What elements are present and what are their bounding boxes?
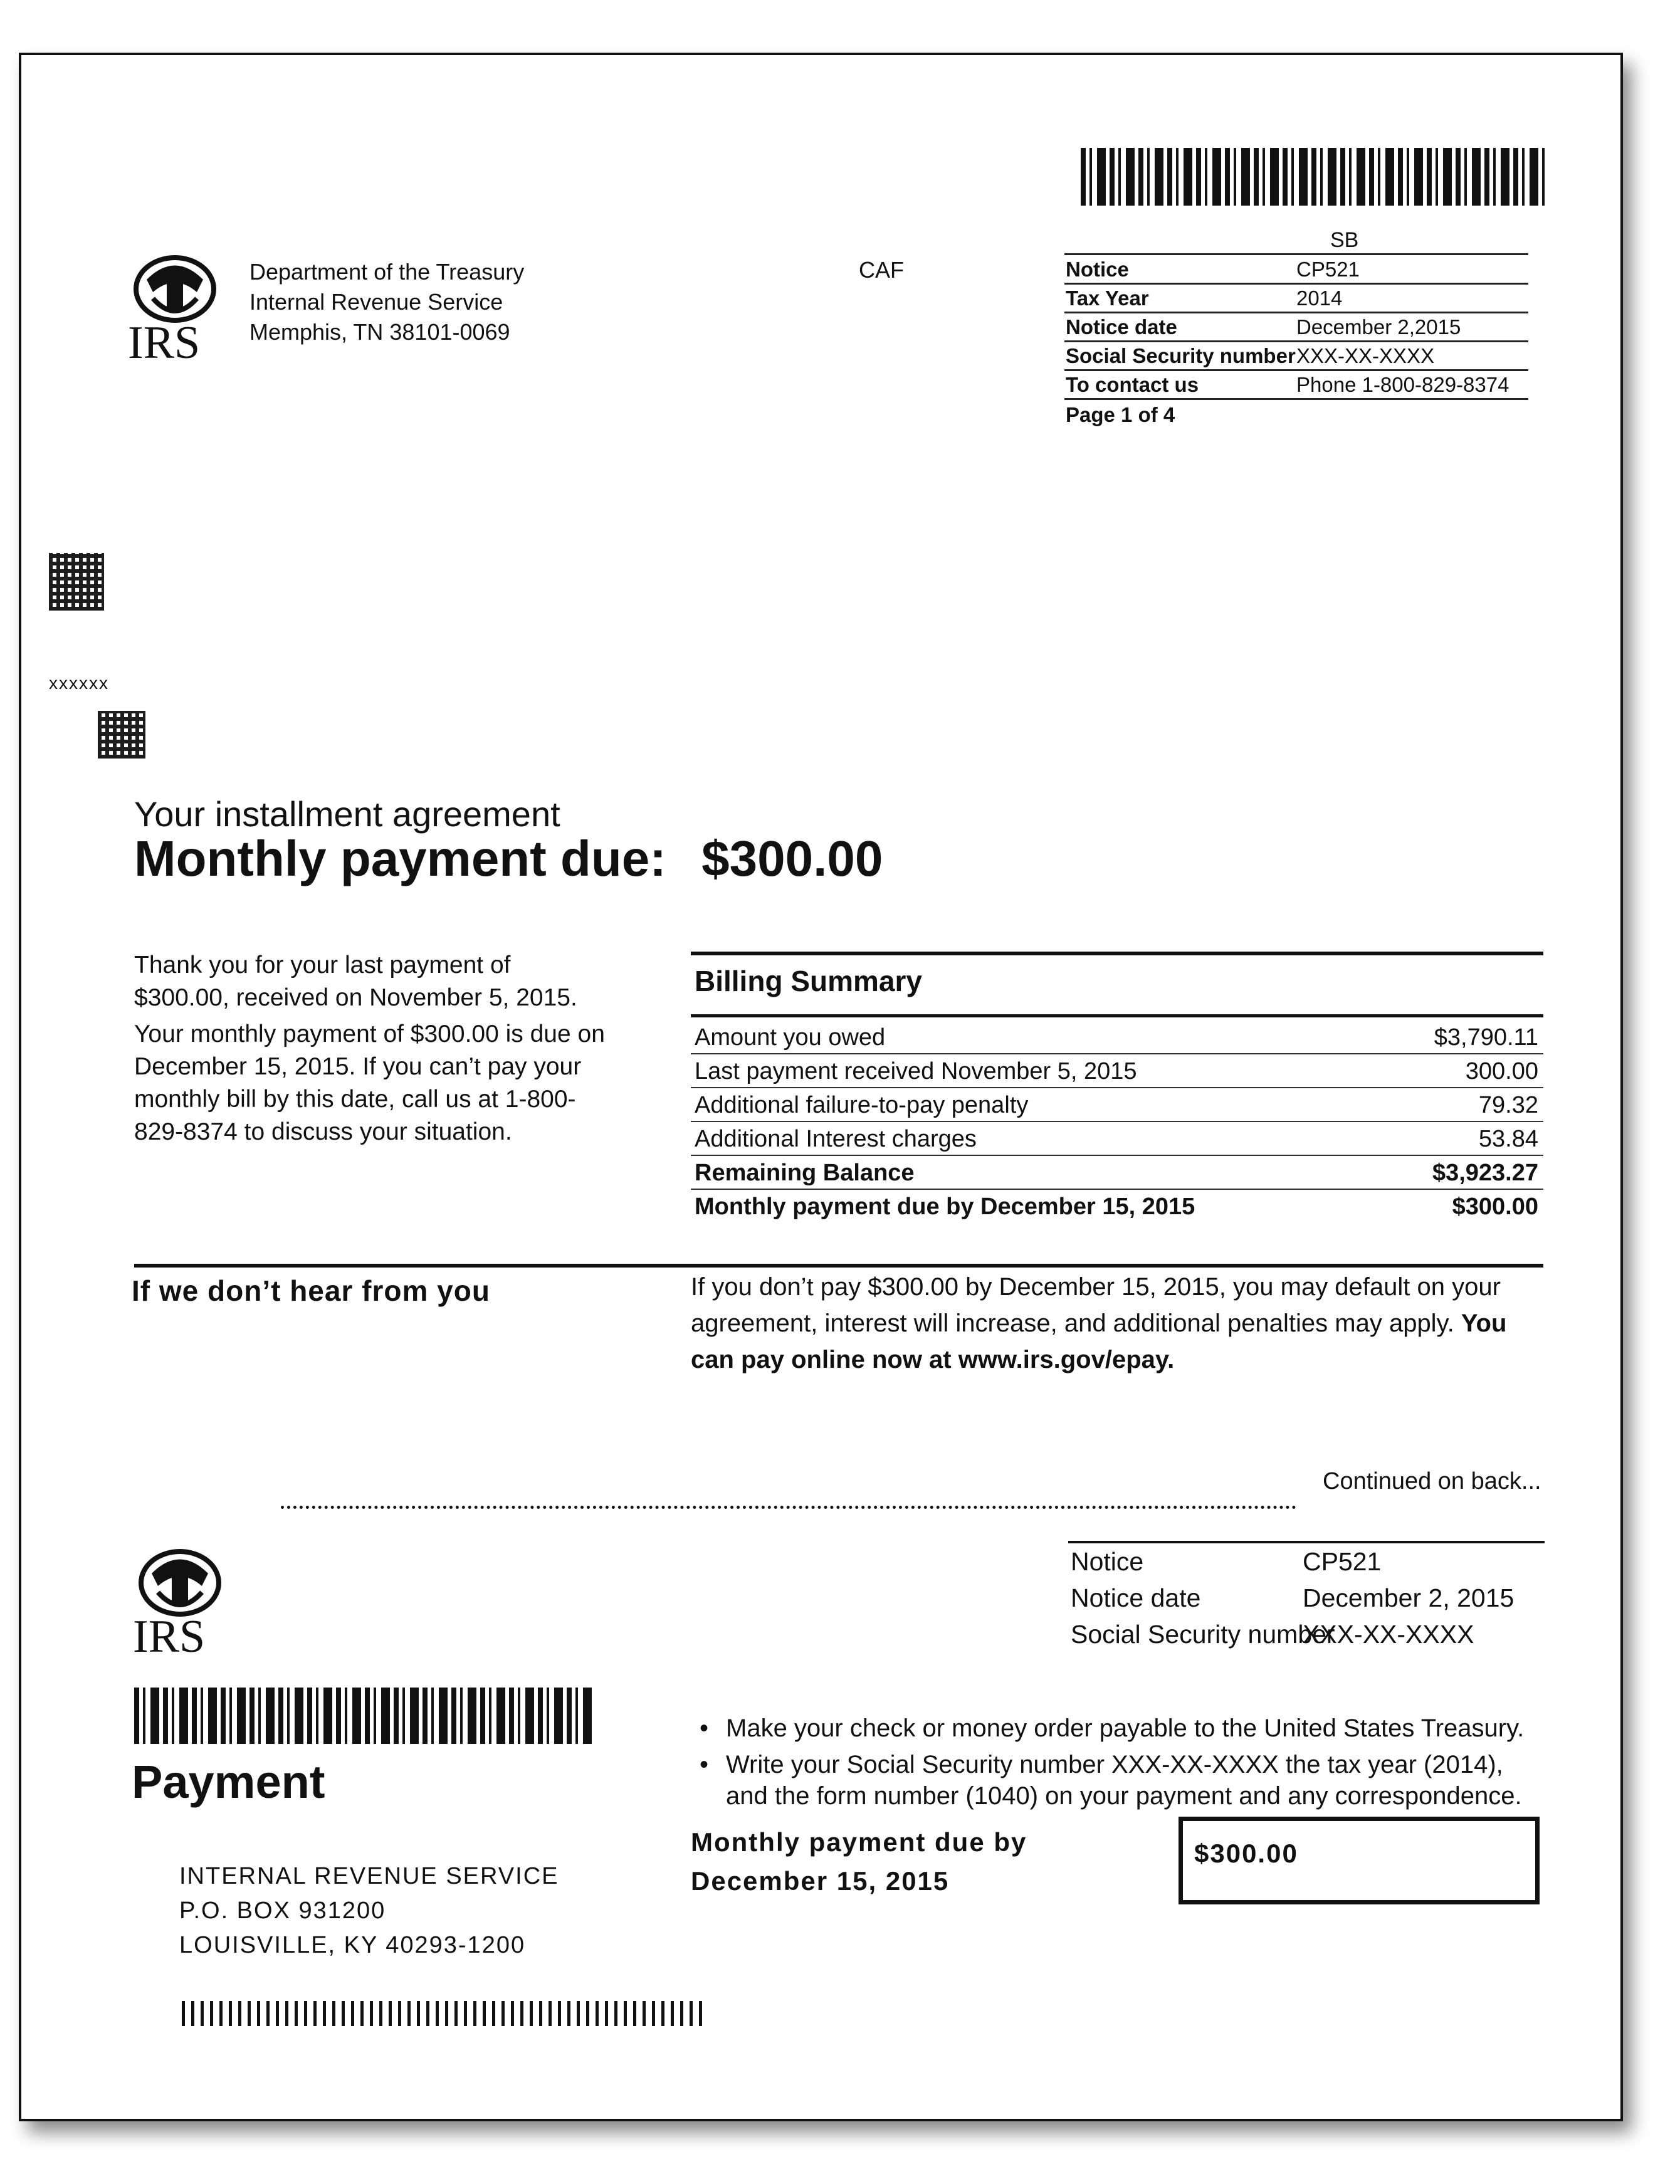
notice-table xyxy=(1064,253,1528,437)
instruction-text: Make your check or money order payable to the United States Treasury. xyxy=(726,1714,1525,1742)
monthly-payment-heading xyxy=(134,830,883,888)
bullet-dot-icon: • xyxy=(700,1714,709,1742)
stub-due-label xyxy=(691,1823,1027,1901)
stub-notice-table xyxy=(1068,1541,1545,1662)
notice-label: Notice xyxy=(1066,258,1129,281)
monthly-due-value: $300.00 xyxy=(1452,1194,1538,1220)
stub-date-label: Notice date xyxy=(1071,1583,1201,1612)
payment-title: Payment xyxy=(132,1756,325,1808)
no-response-heading: If we don’t hear from you xyxy=(132,1274,490,1307)
remaining-balance-label: Remaining Balance xyxy=(695,1160,915,1186)
intro-para-1: Thank you for your last payment of $300.00, received on November 5, 2015. xyxy=(134,952,577,1011)
section-rule xyxy=(134,1264,1543,1268)
tax-year-value: 2014 xyxy=(1296,286,1343,310)
agency-address xyxy=(249,257,524,347)
bullet-dot-icon: • xyxy=(700,1751,709,1778)
amount-enclosed-box[interactable] xyxy=(1179,1817,1540,1904)
billing-row-value: 53.84 xyxy=(1478,1126,1538,1152)
pay-online-link[interactable]: You can pay online now at www.irs.gov/epay. xyxy=(691,1310,1507,1373)
billing-row-value: $3,790.11 xyxy=(1434,1024,1538,1051)
address-line-1: INTERNAL REVENUE SERVICE xyxy=(179,1863,559,1889)
heading-amount: $300.00 xyxy=(701,831,883,886)
billing-table xyxy=(691,1021,1543,1227)
irs-logo xyxy=(128,255,222,367)
billing-row-label: Amount you owed xyxy=(695,1024,886,1051)
address-line-2: P.O. BOX 931200 xyxy=(179,1898,386,1924)
ssn-value: XXX-XX-XXXX xyxy=(1296,344,1435,367)
stub-notice-label: Notice xyxy=(1071,1547,1144,1576)
notice-date-row xyxy=(1064,313,1528,342)
stub-irs-logo-text: IRS xyxy=(133,1611,206,1662)
contact-value: Phone 1-800-829-8374 xyxy=(1296,373,1509,396)
monthly-due-label: Monthly payment due by December 15, 2015 xyxy=(695,1194,1195,1220)
heading-label: Monthly payment due: xyxy=(134,831,666,886)
2d-barcode-2 xyxy=(98,711,145,759)
notice-page xyxy=(19,53,1623,2121)
tax-year-row xyxy=(1064,284,1528,313)
ssn-row xyxy=(1064,342,1528,371)
2d-barcode-1 xyxy=(49,553,104,611)
installment-subtitle: Your installment agreement xyxy=(134,794,560,834)
billing-row-label: Last payment received November 5, 2015 xyxy=(695,1058,1137,1084)
monthly-due-row xyxy=(691,1190,1543,1222)
billing-title-rule xyxy=(691,1014,1543,1017)
billing-row xyxy=(691,1021,1543,1054)
notice-date-value: December 2,2015 xyxy=(1296,315,1461,339)
instruction-bullet xyxy=(700,1749,1541,1812)
contact-row xyxy=(1064,370,1528,400)
billing-row-label: Additional failure-to-pay penalty xyxy=(695,1092,1029,1118)
billing-row xyxy=(691,1122,1543,1156)
agency-line-3: Memphis, TN 38101-0069 xyxy=(249,319,510,345)
tear-line xyxy=(281,1506,1296,1509)
stub-amount: $300.00 xyxy=(1194,1839,1298,1868)
instruction-bullet xyxy=(700,1713,1541,1744)
billing-row xyxy=(691,1054,1543,1088)
billing-top-rule xyxy=(691,952,1543,955)
billing-row-label: Additional Interest charges xyxy=(695,1126,977,1152)
billing-row-value: 79.32 xyxy=(1478,1092,1538,1118)
instruction-text: Write your Social Security number XXX-XX-XXXX the tax year (2014), and the form number (1040) on your payment and any correspondence. xyxy=(726,1751,1522,1810)
billing-row-value: 300.00 xyxy=(1465,1058,1538,1084)
stub-notice-row xyxy=(1068,1547,1545,1583)
stub-ssn-value: XXX-XX-XXXX xyxy=(1303,1620,1474,1649)
ssn-label: Social Security number xyxy=(1066,344,1296,367)
tax-year-label: Tax Year xyxy=(1066,286,1149,310)
mailing-address xyxy=(179,1859,559,1963)
address-line-3: LOUISVILLE, KY 40293-1200 xyxy=(179,1932,526,1958)
stub-date-row xyxy=(1068,1583,1545,1620)
stub-irs-logo xyxy=(133,1548,227,1661)
top-barcode xyxy=(1081,148,1545,206)
agency-line-2: Internal Revenue Service xyxy=(249,289,503,315)
stub-due-line-1: Monthly payment due by xyxy=(691,1827,1027,1857)
eagle-emblem-icon xyxy=(133,1548,227,1617)
no-response-text xyxy=(691,1269,1550,1378)
notice-date-label: Notice date xyxy=(1066,315,1177,339)
stub-barcode xyxy=(134,1688,596,1744)
stub-due-line-2: December 15, 2015 xyxy=(691,1866,950,1896)
stub-notice-value: CP521 xyxy=(1303,1547,1382,1576)
intro-para-2: Your monthly payment of $300.00 is due on December 15, 2015. If you can’t pay your monthly bill by this date, call us at 1-800-829-8374 to discuss your situation. xyxy=(134,1021,605,1145)
postal-barcode xyxy=(182,2001,703,2026)
billing-summary-title: Billing Summary xyxy=(695,965,922,997)
contact-label: To contact us xyxy=(1066,373,1199,396)
agency-line-1: Department of the Treasury xyxy=(249,259,525,285)
masked-id: xxxxxx xyxy=(49,673,109,693)
billing-row xyxy=(691,1088,1543,1122)
stub-ssn-row xyxy=(1068,1620,1545,1656)
remaining-balance-value: $3,923.27 xyxy=(1432,1160,1538,1186)
stub-ssn-label: Social Security number xyxy=(1071,1620,1335,1649)
intro-text xyxy=(134,949,611,1148)
irs-logo-text: IRS xyxy=(128,317,201,369)
stub-date-value: December 2, 2015 xyxy=(1303,1583,1515,1612)
billing-summary xyxy=(691,952,1543,1227)
notice-row xyxy=(1064,255,1528,285)
eagle-emblem-icon xyxy=(128,255,222,323)
page-indicator: Page 1 of 4 xyxy=(1066,403,1175,426)
sb-code: SB xyxy=(1330,228,1359,252)
caf-label: CAF xyxy=(859,257,904,283)
continued-on-back: Continued on back... xyxy=(1323,1468,1541,1494)
remaining-balance-row xyxy=(691,1156,1543,1190)
no-response-body: If you don’t pay $300.00 by December 15, 2015, you may default on your agreement, interest will increase, and additional penalties may apply. xyxy=(691,1273,1501,1337)
notice-value: CP521 xyxy=(1296,258,1360,281)
